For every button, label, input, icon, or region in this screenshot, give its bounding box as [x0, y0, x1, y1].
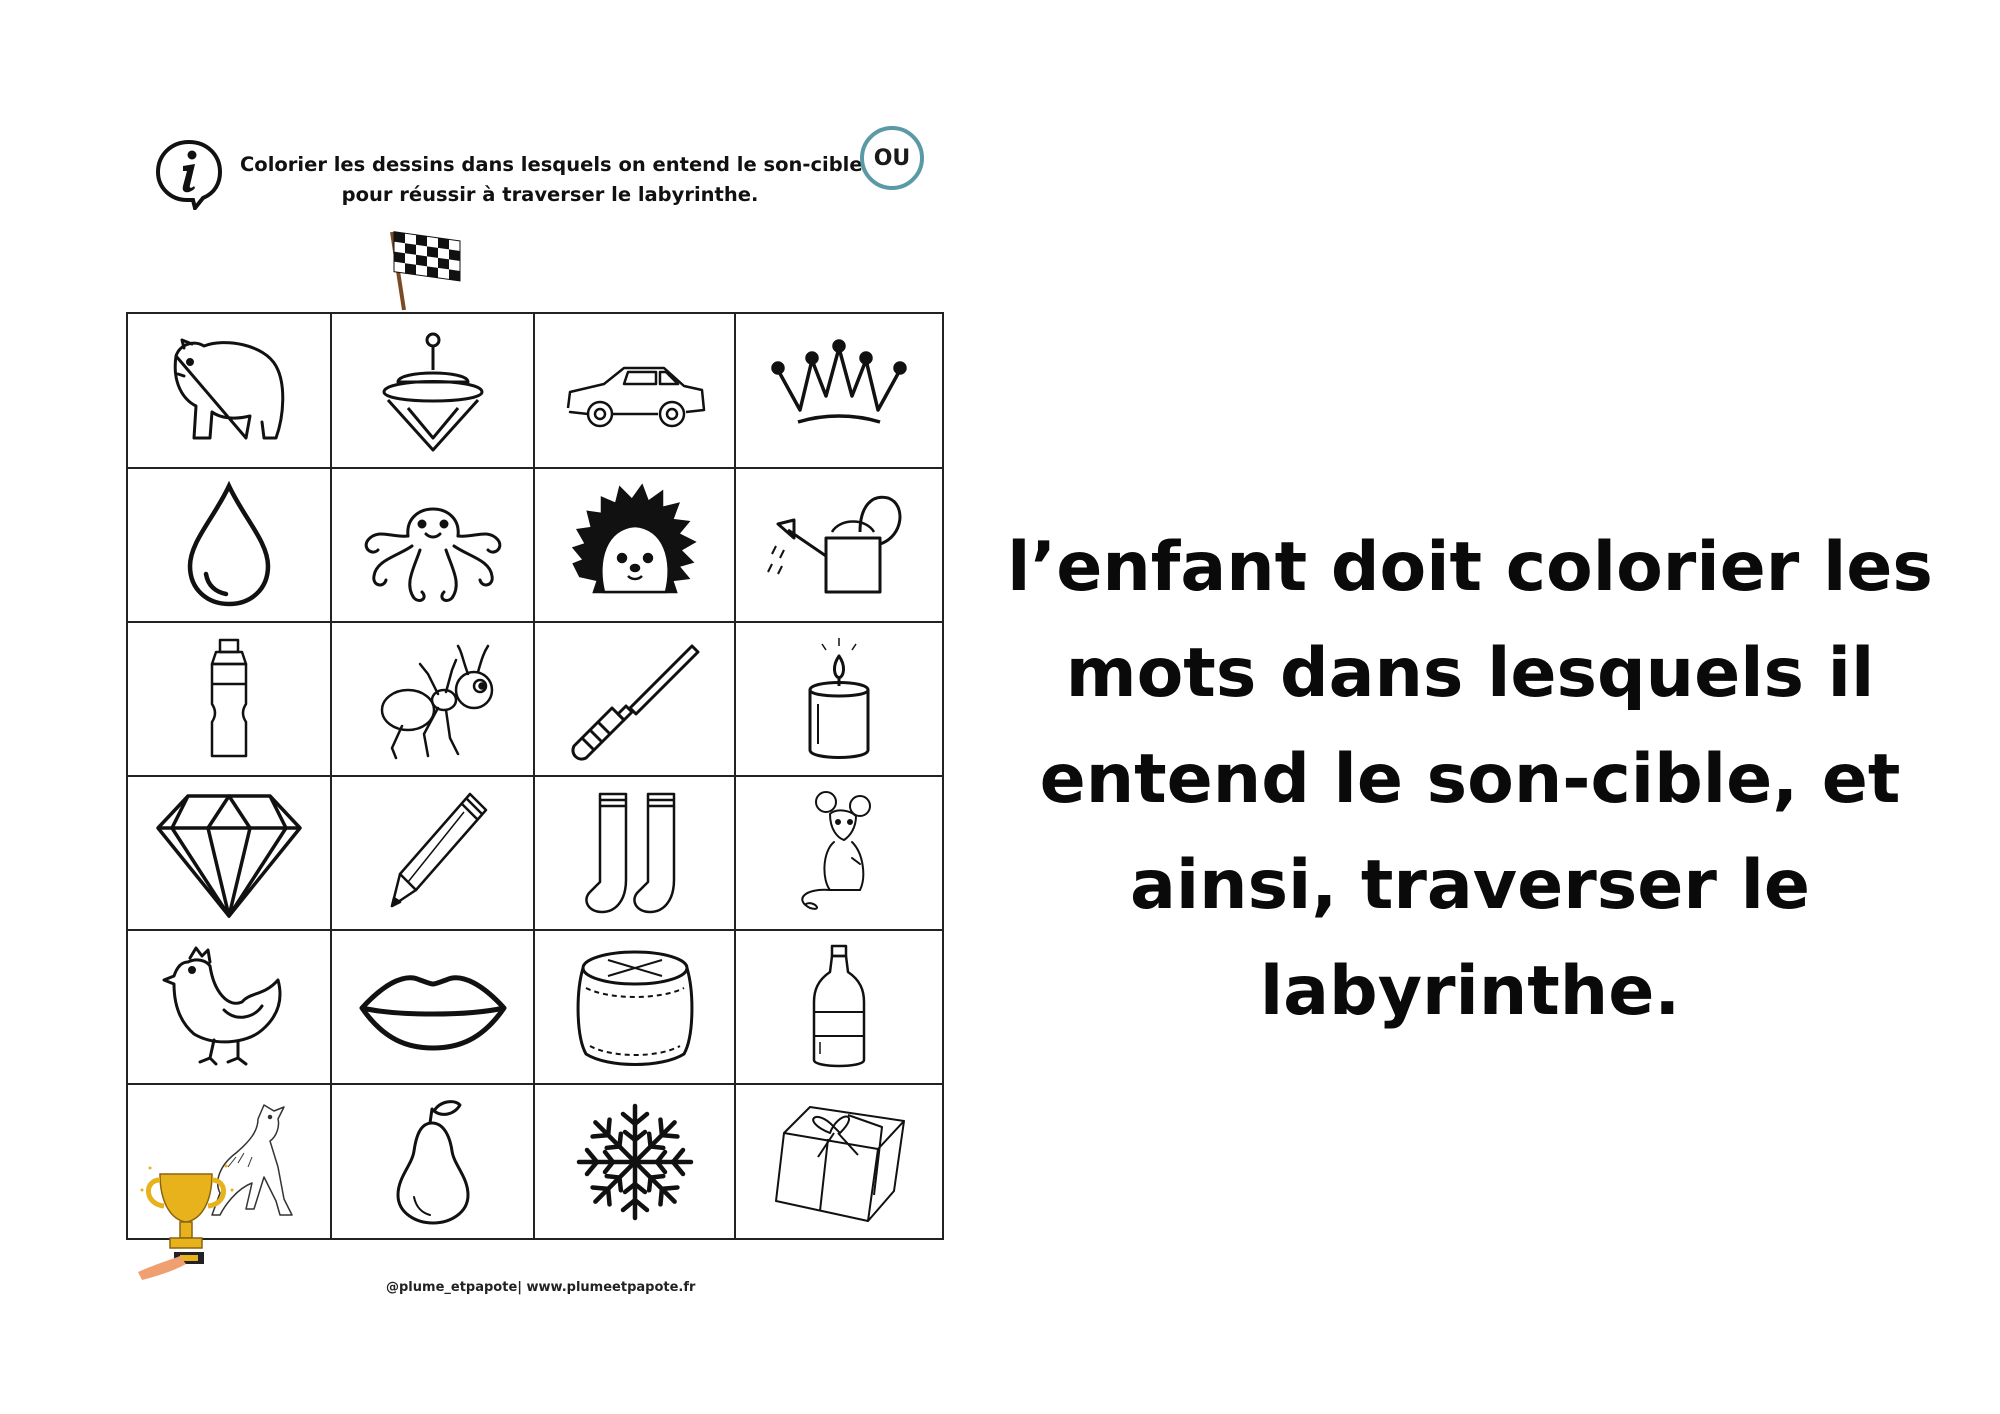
grid-cell[interactable] [736, 931, 942, 1083]
grid-cell[interactable] [128, 469, 330, 621]
grid-cell[interactable] [736, 777, 942, 929]
footer-credit: @plume_etpapote| www.plumeetpapote.fr [386, 1280, 696, 1295]
pear-icon [358, 1097, 508, 1227]
diamond-icon [154, 788, 304, 918]
hedgehog-icon [560, 480, 710, 610]
grid-cell[interactable] [736, 314, 942, 467]
grid-cell[interactable] [332, 1085, 533, 1238]
grid-cell[interactable] [128, 623, 330, 775]
instruction-line-2: pour réussir à traverser le labyrinthe. [341, 183, 759, 206]
octopus-icon [358, 480, 508, 610]
grid-cell[interactable] [535, 1085, 734, 1238]
grid-cell[interactable] [535, 931, 734, 1083]
grid-cell[interactable] [332, 623, 533, 775]
ant-icon [358, 634, 508, 764]
spinning-top-icon [358, 326, 508, 456]
crown-icon [764, 326, 914, 456]
watering-can-icon [764, 480, 914, 610]
grid-cell[interactable] [332, 314, 533, 467]
grid-cell[interactable] [736, 1085, 942, 1238]
candle-icon [764, 634, 914, 764]
water-bottle-icon [154, 634, 304, 764]
bear-icon [154, 326, 304, 456]
socks-icon [560, 788, 710, 918]
pencil-icon [358, 788, 508, 918]
info-speech-icon [153, 138, 225, 210]
grid-cell[interactable] [332, 469, 533, 621]
grid-cell[interactable] [128, 931, 330, 1083]
checkered-flag-icon [382, 228, 468, 312]
gift-icon [764, 1097, 914, 1227]
grid-cell[interactable] [736, 469, 942, 621]
grid-cell[interactable] [736, 623, 942, 775]
car-icon [560, 326, 710, 456]
trophy-icon [136, 1160, 246, 1280]
caption-text: l’enfant doit colorier les mots dans lesquels il entend le son-cible, et ainsi, traverser le labyrinthe. [1007, 528, 1933, 1031]
pouf-icon [560, 942, 710, 1072]
grid-cell[interactable] [535, 469, 734, 621]
instruction-line-1: Colorier les dessins dans lesquels on entend le son-cible [240, 153, 863, 176]
instruction-text [240, 150, 863, 210]
target-sound-badge: OU [860, 126, 924, 190]
grid-cell[interactable] [332, 931, 533, 1083]
water-drop-icon [154, 480, 304, 610]
grid-cell[interactable] [128, 314, 330, 467]
worksheet [0, 0, 980, 1414]
grid-cell[interactable] [535, 623, 734, 775]
mouse-icon [764, 788, 914, 918]
snowflake-icon [560, 1097, 710, 1227]
grid-cell[interactable] [332, 777, 533, 929]
grid-cell[interactable] [535, 314, 734, 467]
plastic-bottle-icon [764, 942, 914, 1072]
lips-icon [358, 942, 508, 1072]
maze-grid [126, 312, 944, 1240]
screwdriver-icon [560, 634, 710, 764]
grid-cell[interactable] [535, 777, 734, 929]
hen-icon [154, 942, 304, 1072]
grid-cell[interactable] [128, 777, 330, 929]
